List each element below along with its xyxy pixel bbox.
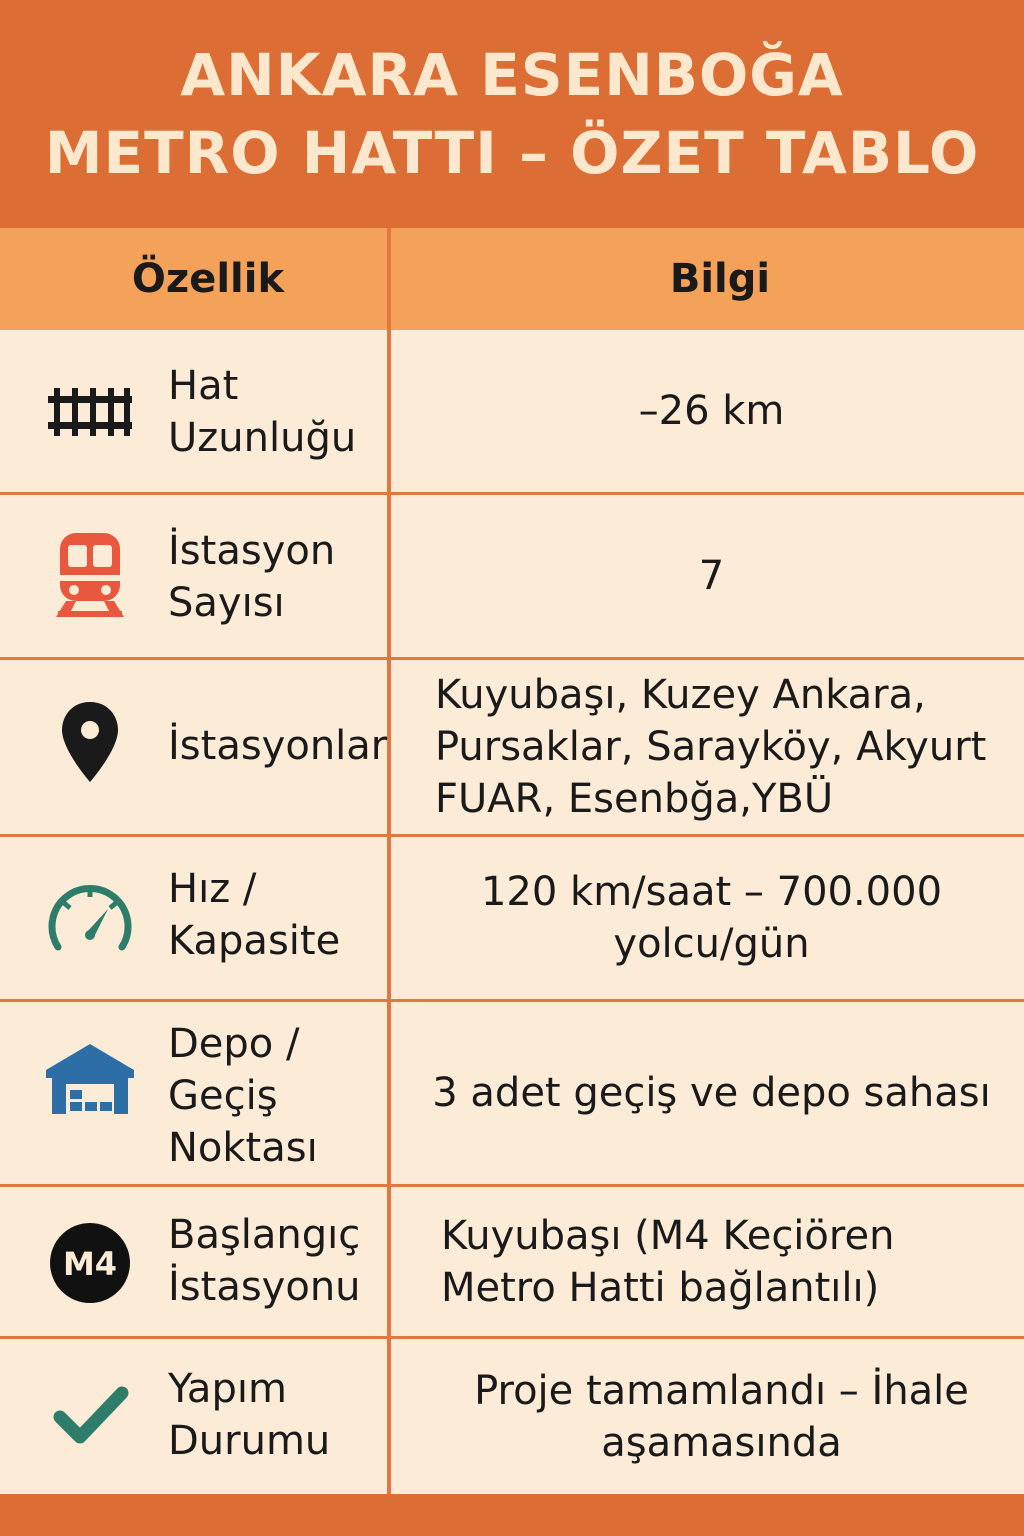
feature-label: Depo / Geçiş Noktası xyxy=(168,1021,318,1171)
checkmark-icon xyxy=(44,1369,136,1461)
info-value: –26 km xyxy=(638,388,785,434)
column-divider xyxy=(387,228,391,1494)
footer-bar xyxy=(0,1494,1024,1536)
info-value: Kuyubaşı (M4 Keçiören Metro Hatti bağlantılı) xyxy=(441,1212,895,1311)
feature-label: İstasyon Sayısı xyxy=(168,528,336,626)
info-value: Proje tamamlandı – İhale aşamasında xyxy=(474,1367,969,1466)
feature-cell xyxy=(0,1002,389,1184)
m4-badge-text: M4 xyxy=(62,1245,118,1283)
feature-cell xyxy=(0,1187,389,1336)
feature-cell xyxy=(0,837,389,999)
map-pin-icon xyxy=(44,698,136,790)
m4-badge-icon xyxy=(44,1217,136,1309)
feature-label: Başlangıç İstasyonu xyxy=(168,1212,361,1310)
info-value: 120 km/saat – 700.000 yolcu/gün xyxy=(480,869,943,967)
info-value: 3 adet geçiş ve depo sahası xyxy=(432,1070,991,1116)
railway-track-icon xyxy=(44,366,136,458)
feature-label: İstasyonlar xyxy=(168,723,388,769)
title-line-2: METRO HATTI – ÖZET TABLO xyxy=(44,119,980,187)
column-header-feature: Özellik xyxy=(131,256,285,302)
page-title xyxy=(45,36,980,192)
speedometer-icon xyxy=(44,873,136,965)
table-row-start-station xyxy=(0,1187,1024,1339)
table-row-depot xyxy=(0,1002,1024,1187)
info-value: Kuyubaşı, Kuzey Ankara, Pursaklar, Sarayköy, Akyurt FUAR, Esenbğa,YBÜ xyxy=(435,672,987,822)
feature-cell xyxy=(0,1339,389,1494)
feature-label: Yapım Durumu xyxy=(168,1366,331,1464)
feature-label: Hat Uzunluğu xyxy=(168,363,357,461)
info-value: 7 xyxy=(698,553,725,599)
feature-label: Hız / Kapasite xyxy=(168,866,341,964)
page-header xyxy=(0,0,1024,228)
table-row-speed-capacity xyxy=(0,837,1024,1002)
train-icon xyxy=(44,529,136,621)
table-header xyxy=(0,228,1024,330)
table-row-station-count xyxy=(0,495,1024,660)
table-row-stations xyxy=(0,660,1024,837)
depot-garage-icon xyxy=(44,1040,136,1132)
table-row-line-length xyxy=(0,330,1024,495)
title-line-1: ANKARA ESENBOĞA xyxy=(180,41,844,109)
feature-cell xyxy=(0,495,389,657)
feature-cell xyxy=(0,660,389,834)
feature-cell xyxy=(0,330,389,492)
column-header-info: Bilgi xyxy=(669,256,771,302)
table-row-construction-status xyxy=(0,1339,1024,1494)
